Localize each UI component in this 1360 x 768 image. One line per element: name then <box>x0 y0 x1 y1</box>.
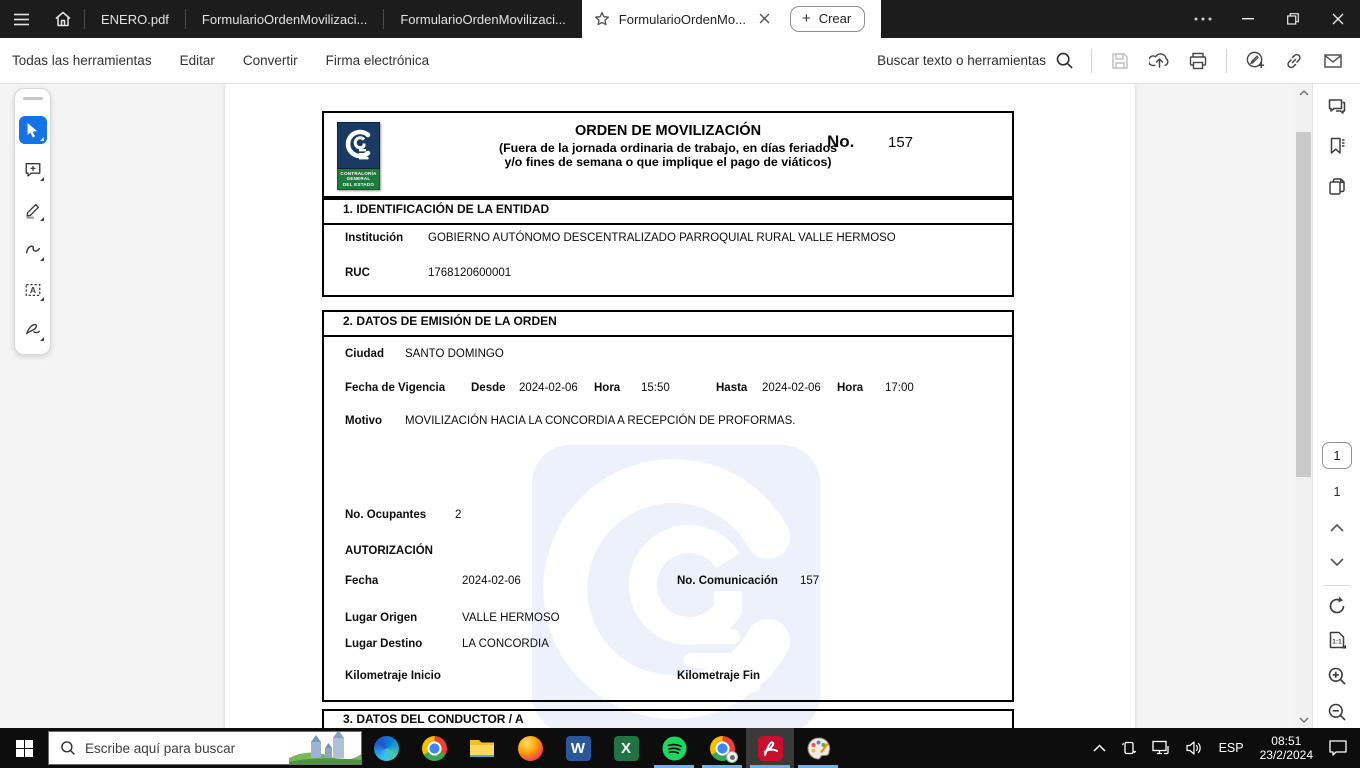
tray-language[interactable]: ESP <box>1218 741 1244 755</box>
section3-title: 3. DATOS DEL CONDUCTOR / A <box>343 712 524 726</box>
section1-title: 1. IDENTIFICACIÓN DE LA ENTIDAD <box>343 202 550 216</box>
bookmark-icon <box>1327 136 1347 156</box>
institucion-label: Institución <box>345 232 404 244</box>
zoom-in-button[interactable] <box>1321 660 1353 692</box>
chevron-down-icon <box>1299 717 1309 723</box>
taskbar-firefox[interactable] <box>506 728 554 768</box>
email-button[interactable] <box>1322 50 1344 72</box>
order-no-label: No. <box>827 132 855 151</box>
previous-page-button[interactable] <box>1321 512 1353 544</box>
close-window-button[interactable] <box>1315 0 1360 38</box>
minimize-button[interactable] <box>1225 0 1270 38</box>
word-icon <box>566 736 591 761</box>
rail-divider <box>1323 585 1350 586</box>
cloud-upload-icon <box>1149 50 1170 71</box>
ocupantes-value: 2 <box>455 509 462 521</box>
hasta-hora: 17:00 <box>885 382 914 394</box>
chevron-up-icon <box>1330 524 1344 532</box>
menu-edit[interactable]: Editar <box>179 53 215 68</box>
tray-date: 23/2/2024 <box>1259 748 1313 762</box>
form-title: ORDEN DE MOVILIZACIÓN <box>574 123 762 139</box>
submenu-corner <box>40 217 44 221</box>
section2-header-rule <box>324 335 1012 337</box>
vigencia-label: Fecha de Vigencia <box>345 382 446 394</box>
tab-formulario-active[interactable] <box>582 10 786 29</box>
person-add-icon <box>1245 50 1266 71</box>
pages-icon <box>1327 177 1347 197</box>
motivo-value: MOVILIZACIÓN HACIA LA CONCORDIA A RECEPCIÓN DE PROFORMAS. <box>405 415 796 427</box>
paint-palette-icon <box>806 736 831 761</box>
menu-esign[interactable]: Firma electrónica <box>325 53 430 68</box>
ocupantes-label: No. Ocupantes <box>345 509 427 521</box>
origen-label: Lugar Origen <box>345 612 418 624</box>
hamburger-icon <box>13 11 30 28</box>
request-signatures-button[interactable] <box>1244 50 1266 72</box>
save-button[interactable] <box>1109 50 1131 72</box>
taskbar-edge[interactable] <box>362 728 410 768</box>
pages-panel-button[interactable] <box>1321 171 1353 203</box>
active-tab-label: FormularioOrdenMo... <box>618 11 746 27</box>
taskbar-excel[interactable] <box>602 728 650 768</box>
toolbar <box>0 38 1360 84</box>
section2-title: 2. DATOS DE EMISIÓN DE LA ORDEN <box>343 314 557 328</box>
tab-formulario-1[interactable] <box>186 0 383 38</box>
tab-enero[interactable] <box>85 0 185 38</box>
tab-close-button[interactable] <box>755 10 774 29</box>
home-icon <box>54 10 72 28</box>
taskbar-file-explorer[interactable] <box>458 728 506 768</box>
notification-center-button[interactable] <box>1321 728 1360 768</box>
form-subtitle-2: y/o fines de semana o que implique el pago de viáticos) <box>504 155 832 169</box>
comments-panel-button[interactable] <box>1321 90 1353 122</box>
taskbar-spotify[interactable] <box>650 728 698 768</box>
scroll-down-button[interactable] <box>1295 711 1312 728</box>
hora-label-1: Hora <box>594 382 621 394</box>
hora-label-2: Hora <box>837 382 864 394</box>
toolbar-right <box>877 49 1360 73</box>
tab-label: FormularioOrdenMovilizaci... <box>400 11 566 27</box>
ciudad-value: SANTO DOMINGO <box>405 348 504 360</box>
edge-icon <box>374 736 399 761</box>
select-tool-button[interactable] <box>19 116 47 144</box>
form-subtitle-1: (Fuera de la jornada ordinaria de trabajo, en días feriados <box>498 141 838 155</box>
taskbar-search-input[interactable] <box>85 741 289 756</box>
profile-badge <box>726 751 738 763</box>
destino-label: Lugar Destino <box>345 638 423 650</box>
home-button[interactable] <box>42 0 84 38</box>
zoom-out-button[interactable] <box>1321 696 1353 728</box>
bookmarks-panel-button[interactable] <box>1321 130 1353 162</box>
quick-tools-panel <box>14 88 51 355</box>
close-icon <box>1332 13 1344 25</box>
fecha-value: 2024-02-06 <box>462 575 521 587</box>
title-bar <box>0 0 1360 38</box>
ruc-value: 1768120600001 <box>428 267 512 279</box>
speaker-icon <box>1185 740 1204 756</box>
plus-icon: + <box>801 10 811 27</box>
order-no-value: 157 <box>888 134 914 151</box>
search-tools-button[interactable] <box>877 51 1074 70</box>
menu-all-tools[interactable]: Todas las herramientas <box>12 53 152 68</box>
tab-label: FormularioOrdenMovilizaci... <box>201 11 368 27</box>
ellipsis-icon <box>1194 17 1212 21</box>
hamburger-menu-button[interactable] <box>0 0 42 38</box>
page-total: 1 <box>1333 484 1341 499</box>
chevron-down-icon <box>1330 558 1344 566</box>
system-tray <box>1086 728 1360 768</box>
origen-value: VALLE HERMOSO <box>462 612 560 624</box>
acrobat-icon <box>758 736 783 761</box>
windows-taskbar <box>0 728 1360 768</box>
comunicacion-label: No. Comunicación <box>677 575 778 587</box>
submenu-corner <box>40 137 44 141</box>
vertical-scrollbar[interactable] <box>1295 84 1312 728</box>
ruc-label: RUC <box>345 267 370 279</box>
zoom-fit-button[interactable] <box>1321 624 1353 656</box>
panel-drag-handle[interactable] <box>23 97 43 100</box>
spotify-icon <box>662 736 687 761</box>
taskbar-paint-app[interactable] <box>794 728 842 768</box>
fecha-label: Fecha <box>345 575 379 587</box>
excel-letter: X <box>620 739 631 757</box>
taskbar-acrobat[interactable] <box>746 728 794 768</box>
ethernet-icon <box>1152 740 1171 756</box>
taskbar-chrome[interactable] <box>410 728 458 768</box>
create-button[interactable] <box>790 6 865 32</box>
minimize-icon <box>1242 18 1254 20</box>
km-inicio-label: Kilometraje Inicio <box>345 670 441 682</box>
mail-icon <box>1323 51 1343 71</box>
menu-convert[interactable]: Convertir <box>242 53 298 68</box>
zoom-in-icon <box>1327 666 1347 686</box>
firefox-icon <box>518 736 543 761</box>
svg-text:A: A <box>29 285 36 296</box>
printer-icon <box>1188 51 1208 71</box>
taskbar-search-box[interactable] <box>48 731 362 765</box>
document-viewer <box>0 84 1360 728</box>
tab-label: ENERO.pdf <box>101 11 169 27</box>
tray-rotation-lock[interactable] <box>1113 728 1145 768</box>
right-rail <box>1312 84 1360 728</box>
motivo-label: Motivo <box>345 415 383 427</box>
cge-logo-caption <box>337 169 380 190</box>
tab-formulario-2[interactable] <box>384 0 581 38</box>
desde-label: Desde <box>471 382 506 394</box>
titlebar-spacer <box>881 0 1180 38</box>
link-icon <box>1284 51 1304 71</box>
destino-value: LA CONCORDIA <box>462 638 549 650</box>
create-button-label: Crear <box>818 11 852 26</box>
submenu-corner <box>40 177 44 181</box>
submenu-corner <box>40 337 44 341</box>
cursor-icon <box>25 122 40 138</box>
highlight-tool-button[interactable] <box>19 196 47 224</box>
submenu-corner <box>40 297 44 301</box>
rotate-page-button[interactable] <box>1321 590 1353 622</box>
draw-tool-button[interactable] <box>19 236 47 264</box>
print-button[interactable] <box>1187 50 1209 72</box>
actual-size-icon <box>1327 630 1347 650</box>
tray-volume[interactable] <box>1178 728 1211 768</box>
chrome-icon <box>422 736 447 761</box>
windows-logo-icon <box>16 740 33 757</box>
scroll-up-button[interactable] <box>1295 84 1312 101</box>
fill-sign-tool-button[interactable] <box>19 316 47 344</box>
comment-tool-button[interactable] <box>19 156 47 184</box>
tray-show-hidden-button[interactable] <box>1086 728 1113 768</box>
excel-icon <box>614 736 639 761</box>
upload-cloud-button[interactable] <box>1148 50 1170 72</box>
section2-box <box>322 310 1014 702</box>
ciudad-label: Ciudad <box>345 348 384 360</box>
star-icon[interactable] <box>594 11 610 27</box>
toolbar-divider <box>1091 49 1092 73</box>
text-select-tool-button[interactable] <box>19 276 47 304</box>
file-explorer-icon <box>469 737 495 759</box>
toolbar-divider <box>1226 49 1227 73</box>
page-number-input[interactable] <box>1322 442 1352 469</box>
km-fin-label: Kilometraje Fin <box>677 670 761 682</box>
desde-fecha: 2024-02-06 <box>519 382 578 394</box>
taskbar-word[interactable] <box>554 728 602 768</box>
tray-clock[interactable] <box>1252 734 1321 763</box>
search-label: Buscar texto o herramientas <box>877 53 1046 68</box>
tray-time: 08:51 <box>1271 733 1302 748</box>
logo-caption-line: CONTRALORÍA <box>340 170 377 176</box>
comments-icon <box>1327 96 1347 116</box>
save-icon <box>1110 51 1130 71</box>
logo-caption-line: DEL ESTADO <box>342 181 375 187</box>
zoom-out-icon <box>1327 702 1347 722</box>
notification-icon <box>1328 739 1348 757</box>
pdf-page <box>225 84 1135 728</box>
start-button[interactable] <box>0 728 48 768</box>
more-options-button[interactable] <box>1180 0 1225 38</box>
autorizacion-label: AUTORIZACIÓN <box>345 545 433 557</box>
search-daily-image[interactable] <box>289 732 361 764</box>
taskbar-chrome-profile[interactable] <box>698 728 746 768</box>
next-page-button[interactable] <box>1321 546 1353 578</box>
hasta-fecha: 2024-02-06 <box>762 382 821 394</box>
chevron-up-icon <box>1299 90 1309 96</box>
chevron-up-icon <box>1093 744 1106 752</box>
desde-hora: 15:50 <box>641 382 670 394</box>
hasta-label: Hasta <box>716 382 748 394</box>
scrollbar-thumb[interactable] <box>1296 132 1311 477</box>
institucion-value: GOBIERNO AUTÓNOMO DESCENTRALIZADO PARROQUIAL RURAL VALLE HERMOSO <box>428 232 896 244</box>
restore-icon <box>1287 13 1299 25</box>
active-tab-area <box>582 0 881 38</box>
rotation-lock-icon <box>1120 739 1138 757</box>
restore-button[interactable] <box>1270 0 1315 38</box>
section1-header-rule <box>324 223 1012 225</box>
search-icon <box>1055 51 1074 70</box>
rotate-icon <box>1327 596 1347 616</box>
submenu-corner <box>40 257 44 261</box>
tray-network[interactable] <box>1145 728 1178 768</box>
search-icon <box>60 740 76 756</box>
comunicacion-value: 157 <box>800 575 820 587</box>
word-letter: W <box>570 739 586 757</box>
close-icon <box>759 13 770 24</box>
svg-text:1:1: 1:1 <box>1332 638 1342 646</box>
logo-caption-line: GENERAL <box>346 176 371 182</box>
share-link-button[interactable] <box>1283 50 1305 72</box>
